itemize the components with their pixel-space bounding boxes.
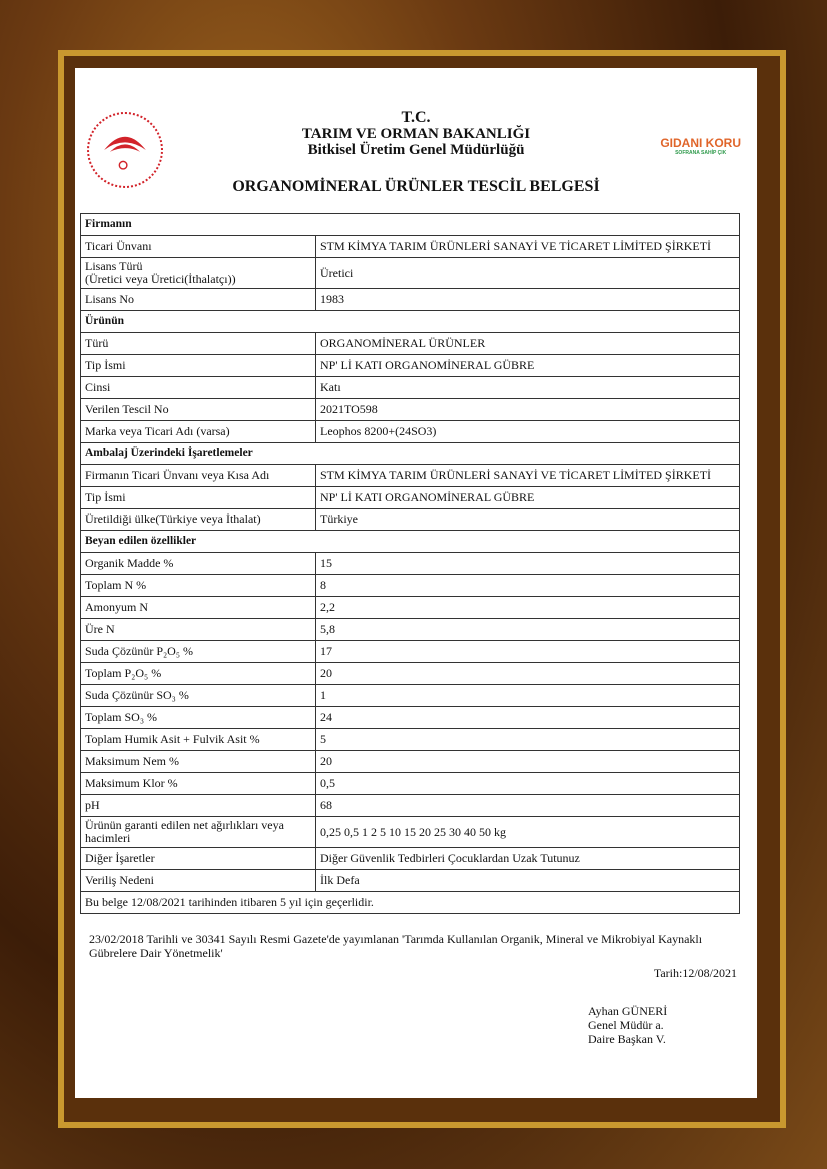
table-row [81, 848, 740, 870]
table-row [81, 773, 740, 795]
field-label: Ürünün garanti edilen net ağırlıkları veya hacimleri [81, 817, 316, 848]
field-value: 5,8 [316, 619, 740, 641]
field-value: 1 [316, 685, 740, 707]
field-value: 1983 [316, 289, 740, 311]
signatory-name: Ayhan GÜNERİ [588, 1004, 668, 1018]
table-row [81, 333, 740, 355]
table-row [81, 553, 740, 575]
field-value: 20 [316, 751, 740, 773]
validity-text: Bu belge 12/08/2021 tarihinden itibaren 5 yıl için geçerlidir. [81, 892, 740, 914]
field-label: Tip İsmi [81, 487, 316, 509]
issue-date: Tarih:12/08/2021 [653, 966, 737, 980]
document-header [75, 110, 757, 158]
header-tc: T.C. [401, 109, 431, 126]
field-value: NP' Lİ KATI ORGANOMİNERAL GÜBRE [316, 487, 740, 509]
field-value: Türkiye [316, 509, 740, 531]
field-value: Diğer Güvenlik Tedbirleri Çocuklardan Uzak Tutunuz [316, 848, 740, 870]
page-title: ORGANOMİNERAL ÜRÜNLER TESCİL BELGESİ [232, 178, 600, 195]
brand-tagline: SOFRANA SAHİP ÇIK [675, 150, 727, 156]
table-row [81, 355, 740, 377]
field-value: 17 [316, 641, 740, 663]
table-row [81, 258, 740, 289]
field-label: Toplam N % [81, 575, 316, 597]
certificate-page [75, 68, 757, 1098]
field-value: STM KİMYA TARIM ÜRÜNLERİ SANAYİ VE TİCARET LİMİTED ŞİRKETİ [316, 236, 740, 258]
table-row [81, 795, 740, 817]
field-value: Katı [316, 377, 740, 399]
field-value: 0,25 0,5 1 2 5 10 15 20 25 30 40 50 kg [316, 817, 740, 848]
table-row [81, 509, 740, 531]
field-value: 8 [316, 575, 740, 597]
table-row [81, 663, 740, 685]
field-value: 68 [316, 795, 740, 817]
field-value: İlk Defa [316, 870, 740, 892]
header-directorate: Bitkisel Üretim Genel Müdürlüğü [307, 142, 525, 158]
field-value: 15 [316, 553, 740, 575]
table-row [81, 377, 740, 399]
section-title: Firmanın [81, 214, 740, 236]
field-label: Amonyum N [81, 597, 316, 619]
field-label: Toplam P₂O₅ % [81, 663, 316, 685]
table-row [81, 399, 740, 421]
field-label: Tip İsmi [81, 355, 316, 377]
field-label: Diğer İşaretler [81, 848, 316, 870]
section-title: Ürünün [81, 311, 740, 333]
table-row [81, 597, 740, 619]
section-header-row [81, 531, 740, 553]
field-label: Marka veya Ticari Adı (varsa) [81, 421, 316, 443]
field-label: Cinsi [81, 377, 316, 399]
table-row [81, 751, 740, 773]
table-row [81, 487, 740, 509]
signatory-title: Genel Müdür a. [588, 1018, 664, 1032]
field-value: 24 [316, 707, 740, 729]
signatory-title: Daire Başkan V. [588, 1032, 666, 1046]
field-label: Suda Çözünür P₂O₅ % [81, 641, 316, 663]
header-ministry: TARIM VE ORMAN BAKANLIĞI [301, 126, 531, 142]
field-value: 20 [316, 663, 740, 685]
field-value: 0,5 [316, 773, 740, 795]
table-row [81, 641, 740, 663]
field-label: Verilen Tescil No [81, 399, 316, 421]
section-header-row [81, 311, 740, 333]
table-row [81, 619, 740, 641]
field-value: 2,2 [316, 597, 740, 619]
section-title: Ambalaj Üzerindeki İşaretlemeler [81, 443, 740, 465]
table-row [81, 421, 740, 443]
field-label: Üretildiği ülke(Türkiye veya İthalat) [81, 509, 316, 531]
field-label: Ticari Ünvanı [81, 236, 316, 258]
table-row [81, 575, 740, 597]
table-row [81, 236, 740, 258]
field-label: Üre N [81, 619, 316, 641]
field-label: Toplam Humik Asit + Fulvik Asit % [81, 729, 316, 751]
field-label: Maksimum Klor % [81, 773, 316, 795]
table-row [81, 729, 740, 751]
field-value: STM KİMYA TARIM ÜRÜNLERİ SANAYİ VE TİCARET LİMİTED ŞİRKETİ [316, 465, 740, 487]
field-label: Toplam SO₃ % [81, 707, 316, 729]
field-label: pH [81, 795, 316, 817]
field-label: Suda Çözünür SO₃ % [81, 685, 316, 707]
brand-name: GIDANI KORU [660, 136, 741, 150]
table-row [81, 289, 740, 311]
field-label: Lisans No [81, 289, 316, 311]
table-row [81, 817, 740, 848]
field-label: Organik Madde % [81, 553, 316, 575]
field-label: Türü [81, 333, 316, 355]
section-header-row [81, 443, 740, 465]
validity-row [81, 892, 740, 914]
field-value: Üretici [316, 258, 740, 289]
section-title: Beyan edilen özellikler [81, 531, 740, 553]
field-value: 5 [316, 729, 740, 751]
table-row [81, 707, 740, 729]
field-value: NP' Lİ KATI ORGANOMİNERAL GÜBRE [316, 355, 740, 377]
signature-block [588, 1004, 667, 1046]
field-value: Leophos 8200+(24SO3) [316, 421, 740, 443]
table-row [81, 685, 740, 707]
registration-table [80, 213, 740, 914]
table-row [81, 465, 740, 487]
field-label: Veriliş Nedeni [81, 870, 316, 892]
section-header-row [81, 214, 740, 236]
table-row [81, 870, 740, 892]
field-value: ORGANOMİNERAL ÜRÜNLER [316, 333, 740, 355]
regulation-footnote: 23/02/2018 Tarihli ve 30341 Sayılı Resmi Gazete'de yayımlanan 'Tarımda Kullanılan Organik, Mineral ve Mikrobiyal Kaynaklı Gübrelere Dair Yönetmelik' [89, 932, 703, 960]
field-label: Firmanın Ticari Ünvanı veya Kısa Adı [81, 465, 316, 487]
field-label: Maksimum Nem % [81, 751, 316, 773]
field-label: Lisans Türü (Üretici veya Üretici(İthalatçı)) [81, 258, 316, 289]
field-value: 2021TO598 [316, 399, 740, 421]
